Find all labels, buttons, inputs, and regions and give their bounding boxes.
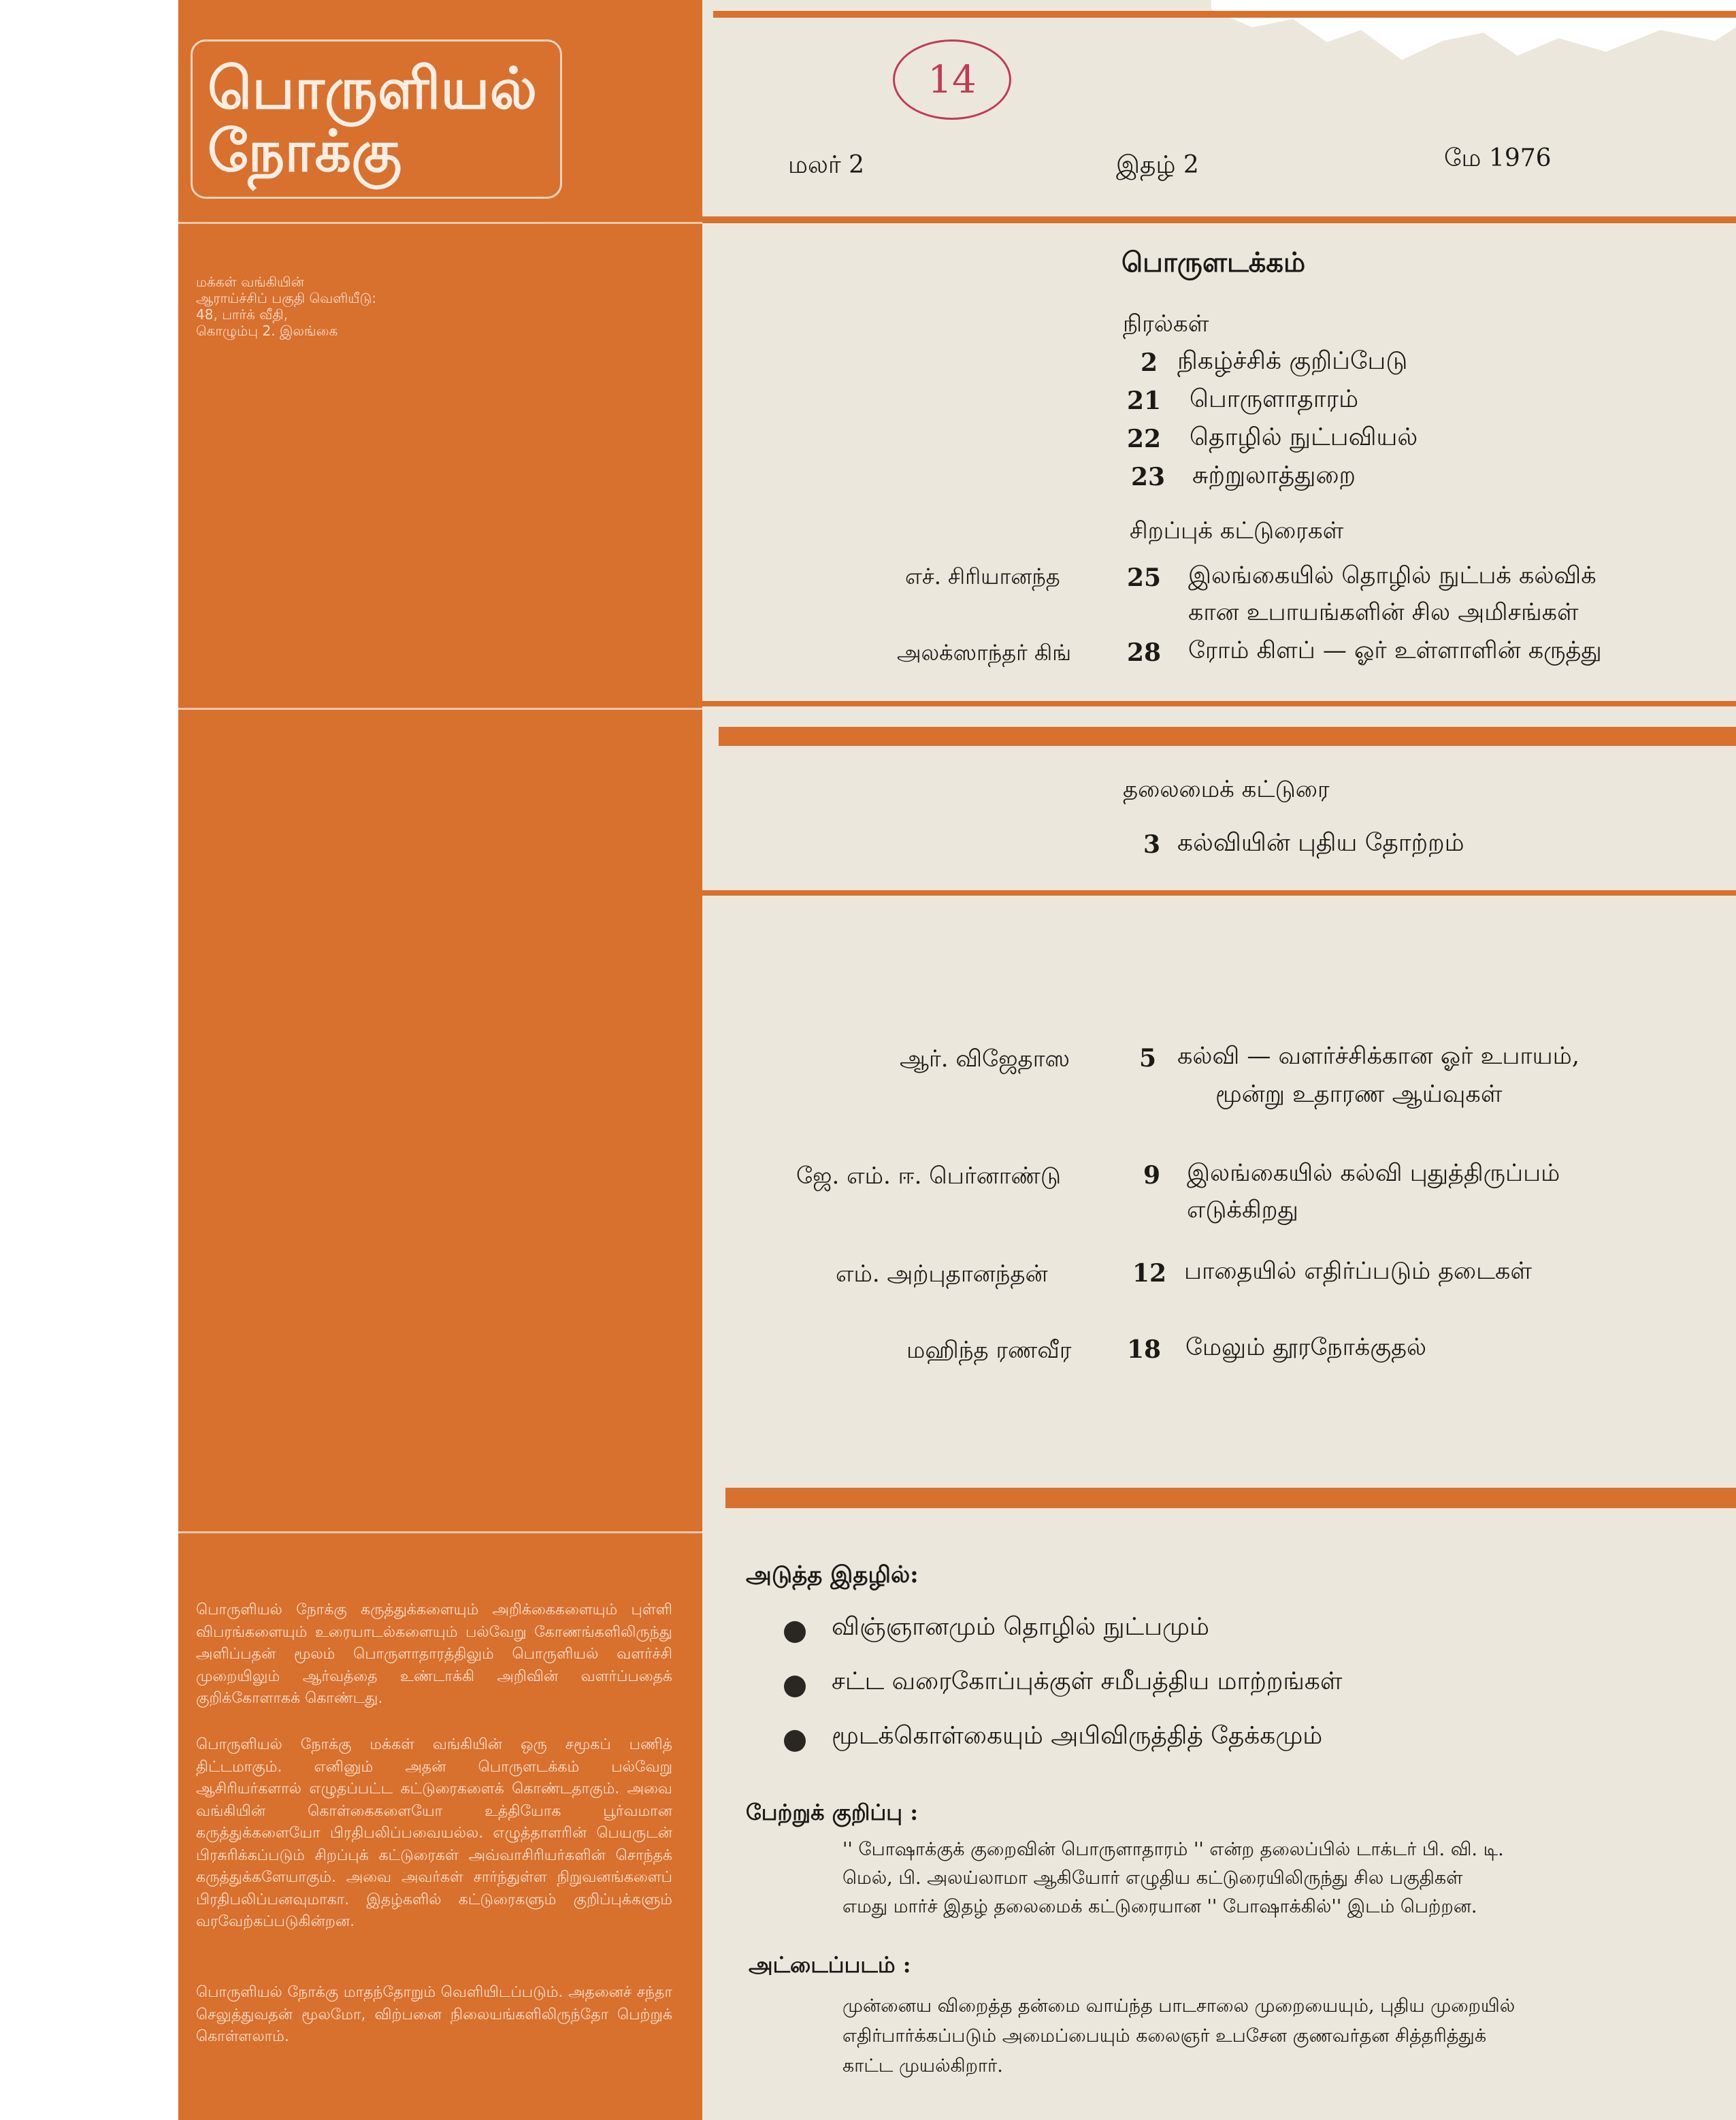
section-band xyxy=(719,727,1736,746)
header-rule xyxy=(702,216,1736,223)
cover-line: எதிர்பார்க்கப்படும் அமைப்பையும் கலைஞர் உபசேன குணவர்தன சித்தரித்துக் xyxy=(842,2025,1487,2046)
section-rule xyxy=(702,701,1736,706)
sidebar-divider xyxy=(178,222,702,224)
toc-author: அலக்ஸாந்தர் கிங் xyxy=(897,640,1072,666)
toc-title: சுற்றுலாத்துறை xyxy=(1192,461,1356,489)
contents-heading: பொருளடக்கம் xyxy=(1121,246,1306,278)
acknowledgement-heading: பேற்றுக் குறிப்பு : xyxy=(746,1799,919,1825)
editorial-heading: தலைமைக் கட்டுரை xyxy=(1123,776,1330,803)
toc-title: எடுக்கிறது xyxy=(1187,1196,1298,1224)
sidebar-note: பொருளியல் நோக்கு மாதந்தோறும் வெளியிடப்படும். அதனைச் சந்தா செலுத்துவதன் மூலமோ, விற்பனை நிலையங்களிலிருந்தோ பெற்றுக் கொள்ளலாம். xyxy=(196,1984,672,2045)
masthead-title-line2: நோக்கு xyxy=(208,118,402,184)
toc-title: கல்வி — வளர்ச்சிக்கான ஓர் உபாயம், xyxy=(1177,1043,1579,1070)
next-issue-heading: அடுத்த இதழில்: xyxy=(746,1561,919,1588)
toc-page: 25 xyxy=(1127,564,1162,592)
bullet-icon xyxy=(784,1676,806,1697)
toc-page: 12 xyxy=(1132,1259,1167,1288)
toc-title: பொருளாதாரம் xyxy=(1190,385,1359,413)
toc-page: 2 xyxy=(1141,348,1158,377)
top-rule xyxy=(713,11,1736,18)
cover-line: முன்னைய விறைத்த தன்மை வாய்ந்த பாடசாலை முறையையும், புதிய முறையில் xyxy=(842,1995,1516,2017)
toc-title: தொழில் நுட்பவியல் xyxy=(1190,423,1418,451)
toc-author: ஆர். விஜேதாஸ xyxy=(900,1045,1070,1073)
bullet-icon xyxy=(784,1621,806,1643)
publisher-line: கொழும்பு 2. இலங்கை xyxy=(196,323,338,339)
toc-author: ஜே. எம். ஈ. பெர்னாண்டு xyxy=(796,1162,1062,1190)
torn-corner xyxy=(1198,0,1736,61)
publisher-block xyxy=(196,274,376,339)
toc-title: மூன்று உதாரண ஆய்வுகள் xyxy=(1215,1081,1503,1108)
acknowledgement-line: எமது மார்ச் இதழ் தலைமைக் கட்டுரையான '' போஷாக்கில்'' இடம் பெற்றன. xyxy=(842,1896,1477,1917)
toc-title: மேலும் தூரநோக்குதல் xyxy=(1185,1334,1427,1361)
sidebar-divider xyxy=(178,1531,702,1533)
publisher-line: மக்கள் வங்கியின் xyxy=(196,274,305,290)
toc-title: நிகழ்ச்சிக் குறிப்பேடு xyxy=(1177,347,1408,375)
publisher-line: 48, பார்க் வீதி, xyxy=(196,306,288,323)
sidebar-note: பொருளியல் நோக்கு கருத்துக்களையும் அறிக்கைகளையும் புள்ளி விபரங்களையும் உரையாடல்களையும் பல்வேறு கோணங்களிலிருந்து அளிப்பதன் மூலம் பொருளாதாரத்திலும் பொருளியல் வளர்ச்சி முறையிலும் ஆர்வத்தை உண்டாக்கி அறிவின் வளர்ப்பதைக் குறிக்கோளாகக் கொண்டது. xyxy=(196,1601,672,1707)
acknowledgement-line: '' போஷாக்குக் குறைவின் பொருளாதாரம் '' என்ற தலைப்பில் டாக்டர் பி. வி. டி. xyxy=(842,1839,1504,1860)
issue-number: இதழ் 2 xyxy=(1116,151,1199,179)
bullet-icon xyxy=(784,1730,806,1752)
sidebar-note: பொருளியல் நோக்கு மக்கள் வங்கியின் ஒரு சமூகப் பணித் திட்டமாகும். எனினும் அதன் பொருளடக்கம் பல்வேறு ஆசிரியர்களால் எழுதப்பட்ட கட்டுரைகளைக் கொண்டதாகும். அவை வங்கியின் கொள்கைகளையோ உத்தியோக பூர்வமான கருத்துக்களையோ பிரதிபலிப்பவையல்ல. எழுத்தாளரின் பெயருடன் பிரசுரிக்கப்படும் சிறப்புக் கட்டுரைகள் அவ்வாசிரியர்களின் சொந்தக் கருத்துக்களேயாகும். அவை அவர்கள் சார்ந்துள்ள நிறுவனங்களைப் பிரதிபலிப்பனவுமாகா. இதழ்களில் கட்டுரைகளும் குறிப்புக்களும் வரவேற்கப்படுகின்றன. xyxy=(196,1736,672,1930)
page-stamp: 14 xyxy=(893,39,1011,120)
toc-page: 3 xyxy=(1143,830,1161,859)
next-issue-item: மூடக்கொள்கையும் அபிவிருத்தித் தேக்கமும் xyxy=(832,1722,1323,1750)
toc-title: இலங்கையில் தொழில் நுட்பக் கல்விக் xyxy=(1188,562,1596,589)
toc-page: 18 xyxy=(1127,1335,1162,1364)
toc-page: 28 xyxy=(1127,638,1162,667)
toc-page: 5 xyxy=(1139,1044,1157,1073)
next-issue-item: சட்ட வரைகோப்புக்குள் சமீபத்திய மாற்றங்கள் xyxy=(832,1667,1343,1695)
toc-title: கல்வியின் புதிய தோற்றம் xyxy=(1177,829,1464,857)
publisher-line: ஆராய்ச்சிப் பகுதி வெளியீடு: xyxy=(196,290,377,306)
masthead-title-line1: பொருளியல் xyxy=(208,55,538,122)
toc-title: ரோம் கிளப் — ஓர் உள்ளாளின் கருத்து xyxy=(1188,637,1602,664)
sidebar-divider xyxy=(178,708,702,710)
toc-author: எம். அற்புதானந்தன் xyxy=(836,1260,1048,1288)
toc-author: மஹிந்த ரணவீர xyxy=(906,1337,1072,1364)
toc-title: இலங்கையில் கல்வி புதுத்திருப்பம் xyxy=(1187,1160,1560,1187)
section-band xyxy=(725,1488,1736,1508)
acknowledgement-line: மெல், பி. அலய்லாமா ஆகியோர் எழுதிய கட்டுரையிலிருந்து சில பகுதிகள் xyxy=(842,1868,1463,1889)
cover-heading: அட்டைப்படம் : xyxy=(749,1952,911,1978)
section-rule xyxy=(702,890,1736,896)
toc-page: 9 xyxy=(1143,1161,1161,1190)
toc-author: எச். சிரியானந்த xyxy=(905,564,1060,589)
issue-volume: மலர் 2 xyxy=(788,151,865,179)
next-issue-item: விஞ்ஞானமும் தொழில் நுட்பமும் xyxy=(832,1613,1209,1641)
special-heading: சிறப்புக் கட்டுரைகள் xyxy=(1130,517,1344,544)
toc-page: 22 xyxy=(1127,425,1162,453)
toc-title: பாதையில் எதிர்ப்படும் தடைகள் xyxy=(1184,1258,1532,1285)
toc-page: 23 xyxy=(1131,463,1166,491)
toc-page: 21 xyxy=(1127,387,1162,415)
cover-line: காட்ட முயல்கிறார். xyxy=(842,2055,1003,2076)
toc-title: கான உபாயங்களின் சில அமிசங்கள் xyxy=(1188,599,1579,626)
regulars-heading: நிரல்கள் xyxy=(1123,310,1209,338)
issue-date: மே 1976 xyxy=(1444,144,1552,172)
